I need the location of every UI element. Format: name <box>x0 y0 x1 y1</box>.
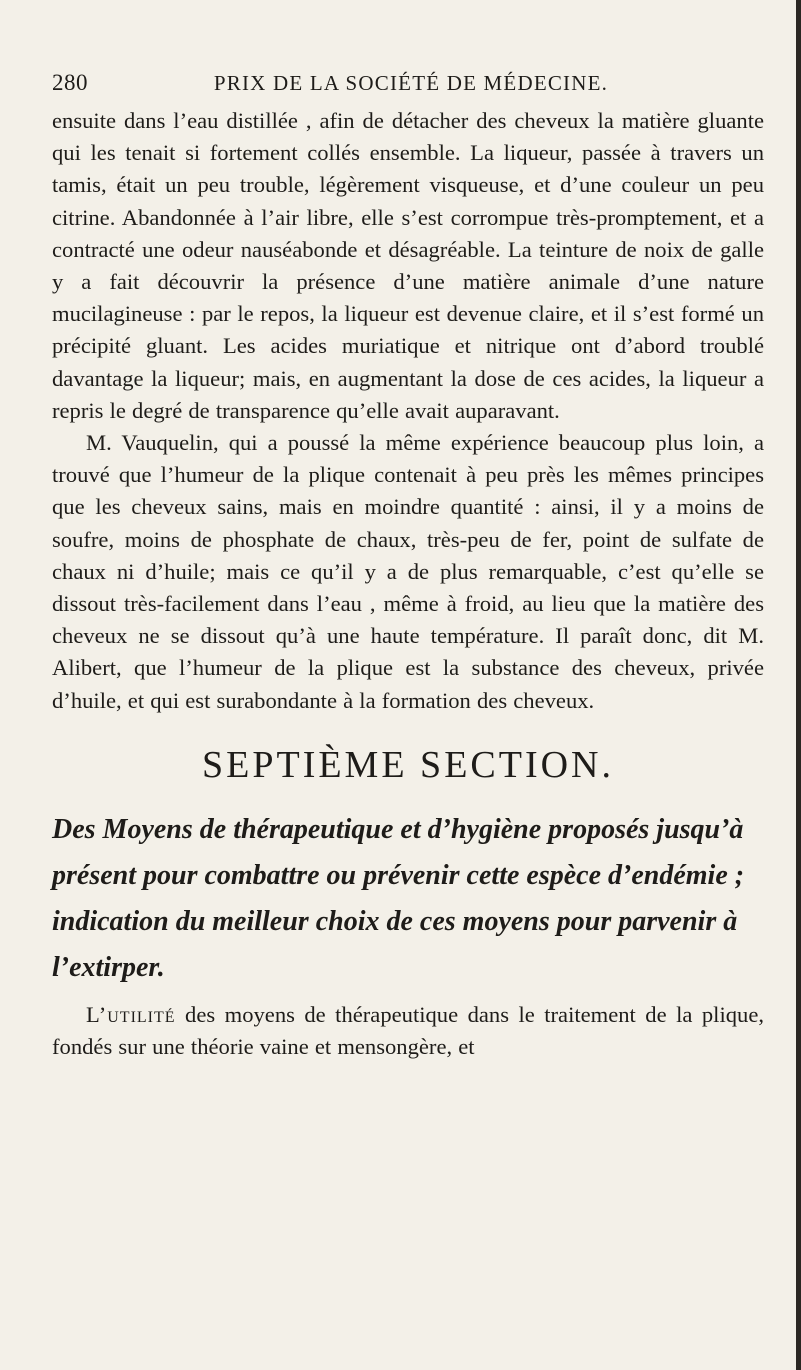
opening-word: L’utilité <box>86 1001 176 1027</box>
page-edge <box>796 0 801 1370</box>
section-subtitle: Des Moyens de thérapeutique et d’hygiène proposés jusqu’à présent pour combattre ou prévenir cette espèce d’endémie ; indication du meilleur choix de ces moyens pour parvenir à l’extirper. <box>52 813 745 983</box>
section-title: SEPTIÈME SECTION. <box>202 743 614 786</box>
section-opening-paragraph <box>52 999 764 1063</box>
page-number: 280 <box>52 70 88 95</box>
paragraph-1: ensuite dans l’eau distillée , afin de détacher des cheveux la matière gluante qui les tenait si fortement collés ensemble. La liqueur, passée à travers un tamis, était un peu trouble, légèrement visqueuse, et d’une couleur un peu citrine. Abandonnée à l’air libre, elle s’est corrompue très-promptement, et a contracté une odeur nauséabonde et désagréable. La teinture de noix de galle y a fait découvrir la présence d’une matière animale d’une nature mucilagineuse : par le repos, la liqueur est devenue claire, et il s’est formé un précipité gluant. Les acides muriatique et nitrique ont d’abord troublé davantage la liqueur; mais, en augmentant la dose de ces acides, la liqueur a repris le degré de transparence qu’elle avait auparavant. <box>52 108 764 423</box>
book-page <box>52 70 764 1063</box>
paragraph-2: M. Vauquelin, qui a poussé la même expérience beaucoup plus loin, a trouvé que l’humeur de la plique contenait à peu près les mêmes principes que les cheveux sains, mais en moindre quantité : ainsi, il y a moins de soufre, moins de phosphate de chaux, très-peu de fer, point de sulfate de chaux ni d’huile; mais ce qu’il y a de plus remarquable, c’est qu’elle se dissout très-facilement dans l’eau , même à froid, au lieu que la matière des cheveux ne se dissout qu’à une haute température. Il paraît donc, dit M. Alibert, que l’humeur de la plique est la substance des cheveux, privée d’huile, et qui est surabondante à la formation des cheveux. <box>52 430 764 713</box>
running-head <box>52 70 764 96</box>
opening-text: des moyens de thérapeutique dans le traitement de la plique, fondés sur une théorie vaine et mensongère, et <box>52 1001 764 1060</box>
running-title: PRIX DE LA SOCIÉTÉ DE MÉDECINE. <box>213 71 609 95</box>
